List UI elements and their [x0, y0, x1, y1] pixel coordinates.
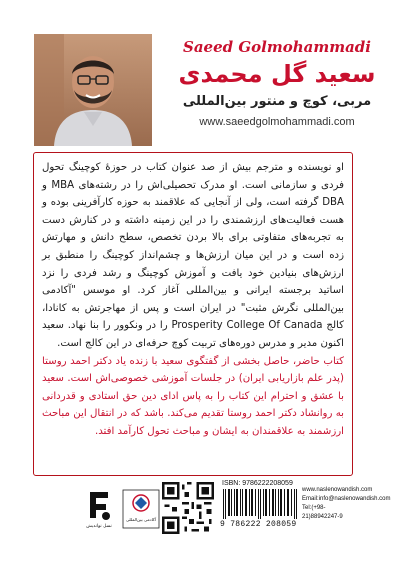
publisher-email: Email:info@naslenowandish.com [302, 496, 391, 502]
qr-code-icon [162, 482, 214, 534]
publisher-phone: Tel:(+98-21)88942247-9 [302, 505, 343, 520]
author-name-latin: Saeed Golmohammadi [182, 38, 371, 56]
publisher-contact [302, 486, 391, 522]
author-portrait-image [34, 34, 152, 146]
biography-text-box [33, 152, 353, 476]
author-subtitle: مربی، کوچ و منتور بین‌المللی [182, 94, 372, 109]
barcode-icon [222, 489, 298, 519]
author-name-persian: سعید گل محمدی [178, 60, 376, 88]
isbn-label: ISBN: 9786222208059 [222, 480, 293, 487]
barcode-area [162, 480, 391, 546]
publisher-logo-text: نسل نواندیش [86, 524, 112, 529]
publisher-logo-icon [84, 488, 114, 530]
isbn-digits: 9 786222 208059 [220, 520, 297, 529]
publisher-website: www.naslenowandish.com [302, 487, 373, 493]
author-website: www.saeedgolmohammadi.com [199, 116, 355, 128]
academy-logo-text: آکادمی بین‌المللی [125, 517, 157, 522]
book-dedication-paragraph: کتاب حاضر، حاصل بخشی از گفتگوی سعید با زنده یاد دکتر احمد روستا (پدر علم بازاریابی ایران) در جلسات آموزشی خصوصی‌اش است. سعید با عشق و احترام این کتاب را به پاس ادای دین حق استادی و قدردانی به روانشاد دکتر احمد روستا تقدیم می‌کند. باشد که در انتقال این مباحث ارزشمند به علاقمندان به ایشان و مباحث تحول کارآمد افتد. [42, 355, 344, 437]
academy-logo-icon [122, 489, 160, 529]
biography-paragraph: او نویسنده و مترجم بیش از صد عنوان کتاب در حوزهٔ کوچینگ تحول فردی و سازمانی است. او مدرک تحصیلی‌اش را در رشته‌های MBA و DBA گرفته است، ولی از آنجایی که علاقمند به حوزه کارآفرینی بوده و هست فعالیت‌های ارزشمندی را در این زمینه داشته و در کنارش دست به تجربه‌های متفاوتی برای بالا بردن تخصص، سطح دانش و مهارتش زده است و در این میان ارزش‌ها و چشم‌انداز کوچینگ را منطبق بر ارزش‌های بنیادین خود یافت و آموزش کوچینگ و رشد فردی را نزد اساتید برجسته ایرانی و بین‌المللی آغاز کرد. او موسس "آکادمی بین‌المللی نگرش مثبت" در ایران است و پس از مهاجرتش به کانادا، کالج Prosperity College Of Canada را در ونکوور را بنا نهاد. سعید اکنون مدیر و مدرس دوره‌های تربیت کوچ حرفه‌ای در این کالج است. [42, 162, 345, 349]
publisher-logos [84, 488, 160, 530]
author-photo [34, 34, 152, 146]
